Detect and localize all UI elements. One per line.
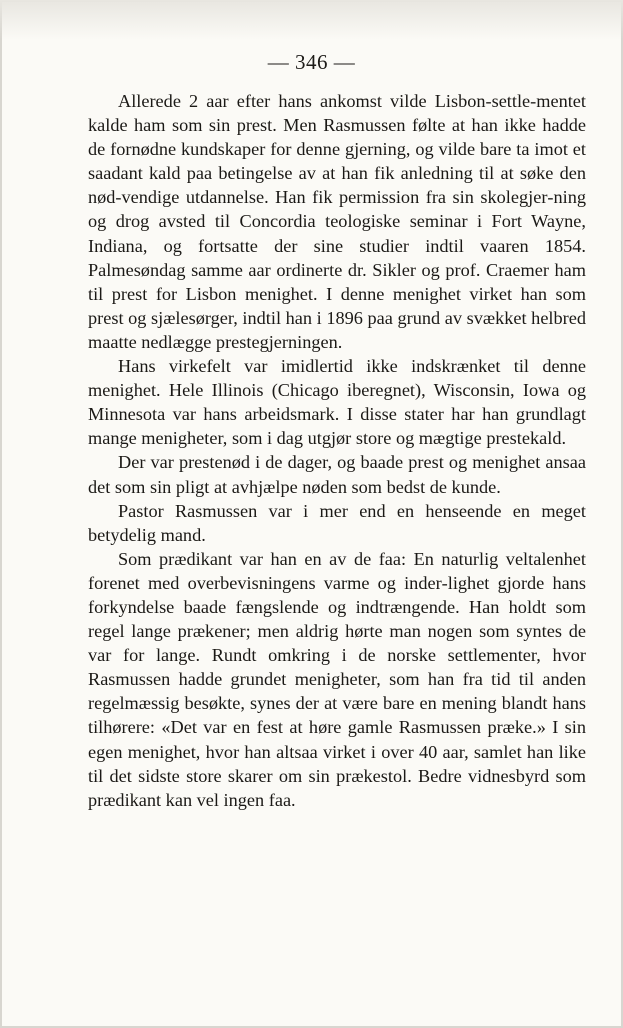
page-number: — 346 —: [267, 50, 356, 74]
paragraph: Hans virkefelt var imidlertid ikke indskrænket til denne menighet. Hele Illinois (Chicago iberegnet), Wisconsin, Iowa og Minnesota var hans arbeidsmark. I disse stater har han grundlagt mange menigheter, som i dag utgjør store og mægtige prestekald.: [88, 356, 586, 449]
body-text: [88, 89, 586, 812]
paragraph: Pastor Rasmussen var i mer end en henseende en meget betydelig mand.: [88, 500, 586, 545]
paragraph: Allerede 2 aar efter hans ankomst vilde Lisbon‑settle‑mentet kalde ham som sin prest. Men Rasmussen følte at han ikke hadde de fornødne kundskaper for denne gjerning, og vilde bare ta imot et saadant kald paa betingelse av at han fik anledning til at søke den nød‑vendige utdannelse. Han fik permission fra sin skolegjer‑ning og drog avsted til Concordia teologiske seminar i Fort Wayne, Indiana, og fortsatte der sine studier indtil vaaren 1854. Palmesøndag samme aar ordinerte dr. Sikler og prof. Craemer ham til prest for Lisbon menighet. I denne menighet virket han som prest og sjælesørger, indtil han i 1896 paa grund av svækket helbred maatte nedlægge prestegjerningen.: [88, 91, 586, 352]
paragraph: Der var prestenød i de dager, og baade prest og menighet ansaa det som sin pligt at avhjælpe nøden som bedst de kunde.: [88, 452, 586, 497]
scan-edge-shadow: [0, 0, 623, 40]
paragraph: Som prædikant var han en av de faa: En naturlig veltalenhet forenet med overbevisningens varme og inder‑lighet gjorde hans forkyndelse baade fængslende og indtrængende. Han holdt som regel lange prækener; men aldrig hørte man nogen som syntes de var for lange. Rundt omkring i de norske settlementer, hvor Rasmussen hadde grundet menigheter, som han fra tid til anden regelmæssig besøkte, synes der at være bare en mening blandt hans tilhørere: «Det var en fest at høre gamle Rasmussen præke.» I sin egen menighet, hvor han altsaa virket i over 40 aar, samlet han like til det sidste store skarer om sin prækestol. Bedre vidnesbyrd som prædikant kan vel ingen faa.: [88, 548, 586, 810]
